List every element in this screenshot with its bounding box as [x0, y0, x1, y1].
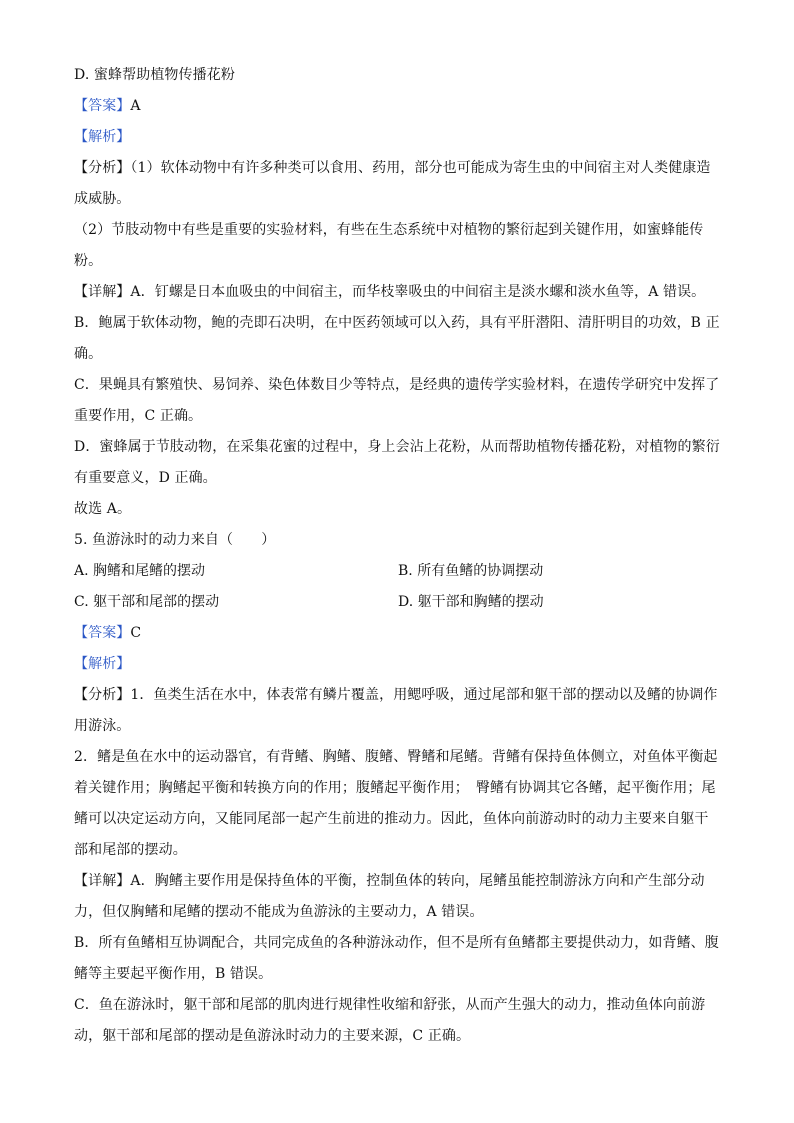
- q4-xiangjie-line: 重要作用，C 正确。: [74, 408, 203, 424]
- q4-xiangjie-line: 有重要意义，D 正确。: [74, 470, 217, 486]
- answer-tag: 【答案】: [74, 98, 131, 114]
- q5-xiangjie-line: 鳍等主要起平衡作用，B 错误。: [74, 966, 273, 982]
- q5-analysis-heading: [74, 649, 724, 680]
- q5-xiangjie-line: [74, 866, 724, 897]
- q5-option-d: D. 躯干部和胸鳍的摆动: [398, 594, 544, 610]
- answer-value: C: [130, 625, 142, 641]
- q4-fenxi-line: （2）节肢动物中有些是重要的实验材料，有些在生态系统中对植物的繁衍起到关键作用，如蜜蜂能传: [74, 222, 704, 238]
- analysis-tag: 【解析】: [74, 656, 131, 672]
- q4-answer: [74, 91, 724, 122]
- q4-option-d: D. 蜜蜂帮助植物传播花粉: [74, 67, 235, 83]
- answer-tag: 【答案】: [74, 625, 131, 641]
- fenxi-text: 1．鱼类生活在水中，体表常有鳞片覆盖，用鳃呼吸，通过尾部和躯干部的摆动以及鳍的协调作: [130, 687, 718, 703]
- q5-xiangjie-line: 动，躯干部和尾部的摆动是鱼游泳时动力的主要来源，C 正确。: [74, 1028, 471, 1044]
- q5-xiangjie-line: C．鱼在游泳时，躯干部和尾部的肌肉进行规律性收缩和舒张，从而产生强大的动力，推动鱼体向前游: [74, 997, 706, 1013]
- q5-option-c: C. 躯干部和尾部的摆动: [74, 594, 220, 610]
- analysis-tag: 【解析】: [74, 129, 131, 145]
- xiangjie-text: A．钉螺是日本血吸虫的中间宿主，而华枝睾吸虫的中间宿主是淡水螺和淡水鱼等，A 错误。: [130, 284, 706, 300]
- q5-fenxi-line: 着关键作用；胸鳍起平衡和转换方向的作用；腹鳍起平衡作用； 臀鳍有协调其它各鳍，起平衡作用；尾: [74, 780, 716, 796]
- q5-xiangjie-line: B．所有鱼鳍相互协调配合，共同完成鱼的各种游泳动作，但不是所有鱼鳍都主要提供动力，如背鳍、腹: [74, 935, 719, 951]
- q4-conclusion: 故选 A。: [74, 501, 132, 517]
- xiangjie-tag: 【详解】: [74, 873, 131, 889]
- xiangjie-text: A．胸鳍主要作用是保持鱼体的平衡，控制鱼体的转向，尾鳍虽能控制游泳方向和产生部分动: [130, 873, 705, 889]
- fenxi-tag: 【分析】: [74, 160, 131, 176]
- q5-fenxi-line: 部和尾部的摆动。: [74, 842, 187, 858]
- q5-option-b: B. 所有鱼鳍的协调摆动: [398, 563, 544, 579]
- q4-xiangjie-line: B．鲍属于软体动物，鲍的壳即石决明，在中医药领域可以入药，具有平肝潜阳、清肝明目的功效，B 正: [74, 315, 720, 331]
- q4-fenxi-line: 粉。: [74, 253, 103, 269]
- q4-xiangjie-line: C．果蝇具有繁殖快、易饲养、染色体数目少等特点，是经典的遗传学实验材料，在遗传学研究中发挥了: [74, 377, 720, 393]
- q5-options-row: [74, 587, 724, 618]
- q5-question: 5. 鱼游泳时的动力来自（ ）: [74, 532, 276, 548]
- q5-fenxi-line: 用游泳。: [74, 718, 131, 734]
- document-content: [74, 60, 724, 1052]
- answer-value: A: [130, 98, 141, 114]
- q4-fenxi-line: 成威胁。: [74, 191, 131, 207]
- q5-options-row: [74, 556, 724, 587]
- q4-analysis-heading: [74, 122, 724, 153]
- q5-fenxi-line: 2．鳍是鱼在水中的运动器官，有背鳍、胸鳍、腹鳍、臀鳍和尾鳍。背鳍有保持鱼体侧立，对鱼体平衡起: [74, 749, 718, 765]
- xiangjie-tag: 【详解】: [74, 284, 131, 300]
- q5-fenxi-line: [74, 680, 724, 711]
- q5-fenxi-line: 鳍可以决定运动方向，又能同尾部一起产生前进的推动力。因此，鱼体向前游动时的动力主要来自躯干: [74, 811, 709, 827]
- q4-xiangjie-line: D．蜜蜂属于节肢动物，在采集花蜜的过程中，身上会沾上花粉，从而帮助植物传播花粉，对植物的繁衍: [74, 439, 720, 455]
- q5-answer: [74, 618, 724, 649]
- q4-fenxi-line: [74, 153, 724, 184]
- q5-xiangjie-line: 力，但仅胸鳍和尾鳍的摆动不能成为鱼游泳的主要动力，A 错误。: [74, 904, 484, 920]
- q4-xiangjie-line: 确。: [74, 346, 103, 362]
- q5-option-a: A. 胸鳍和尾鳍的摆动: [74, 563, 206, 579]
- fenxi-text: （1）软体动物中有许多种类可以食用、药用，部分也可能成为寄生虫的中间宿主对人类健康造: [130, 160, 711, 176]
- fenxi-tag: 【分析】: [74, 687, 131, 703]
- q4-xiangjie-line: [74, 277, 724, 308]
